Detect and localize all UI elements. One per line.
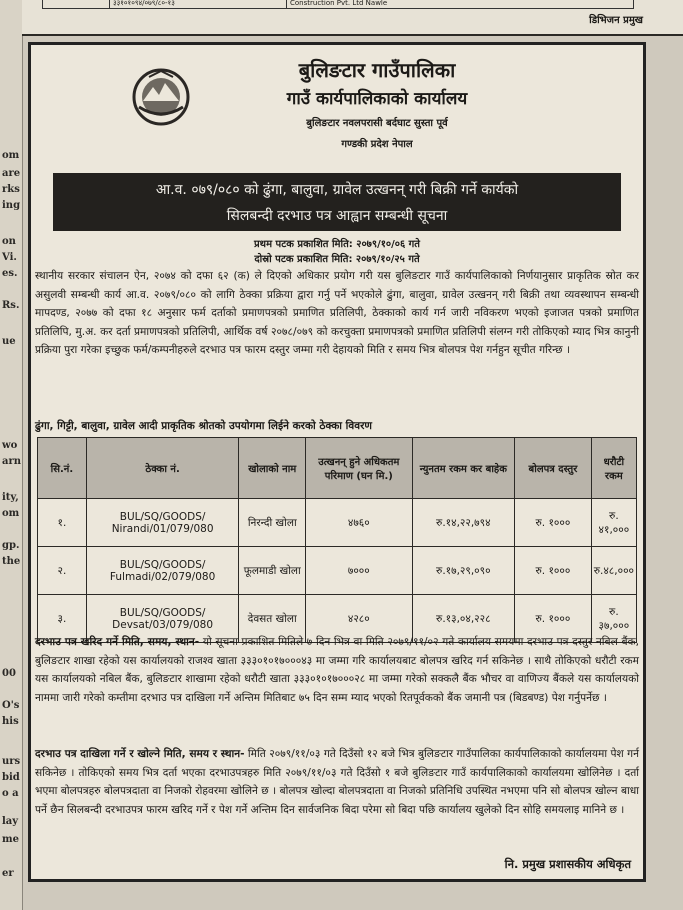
cell-river: फूलमाडी खोला — [239, 547, 306, 595]
col-river: खोलाको नाम — [239, 438, 306, 499]
cell-deposit: रु. ३७,००० — [591, 595, 636, 643]
column-fragment: on — [2, 236, 16, 247]
banner-line-1: आ.व. ०७९/०८० को ढुंगा, बालुवा, ग्रावेल उत्खनन् गरी बिक्री गर्ने कार्यको — [155, 182, 519, 198]
column-fragment: ue — [2, 336, 16, 347]
table-header-row — [38, 438, 637, 499]
prev-cell: Construction Pvt. Ltd Nawle — [290, 0, 388, 7]
purchase-lead: दरभाउ पत्र खरिद गर्ने मिति, समय, स्थान- — [35, 636, 200, 648]
municipality-name: बुलिङटार गाउँपालिका — [298, 58, 456, 82]
cell-fee: रु. १००० — [515, 499, 592, 547]
previous-notice-table — [42, 0, 634, 9]
column-fragment: 00 — [2, 668, 16, 679]
column-fragment: his — [2, 716, 19, 727]
column-fragment: the — [2, 556, 21, 567]
column-fragment: Rs. — [2, 300, 20, 311]
column-fragment: bid — [2, 772, 20, 783]
cell-river: निरन्दी खोला — [239, 499, 306, 547]
table-row — [38, 499, 637, 547]
purchase-body: यो सूचना प्रकाशित मितिले ७ दिन भित्र वा मिति २०७९/११/०२ गते कार्यालय समयमा दरभाउ पत्र दस्तुर नबिल बैंक, बुलिङटार शाखा रहेको यस कार्यालयको राजश्व खाता ३३३०१०१७०००४३ मा जम्मा गरि कार्यालयबाट बोलपत्र खरिद गर्न सकिनेछ । साथै तोकिएको धरौटी रकम यस कार्यालयको नबिल बैंक, बुलिङटार शाखामा रहेको धरौटी खाता ३३३०१०१७०००२८ मा जम्मा गरेको सक्कलै बैंक भौचर वा वाणिज्य बैंकले यस कार्यालयको नाममा जारी गरेको कम्तीमा दरभाउ पत्र दाखिला गर्ने अन्तिम मितिबाट ७५ दिन सम्म म्याद भएको रितपूर्वकको बैंक जमानी पत्र (बिडबण्ड) पेश गर्नुपर्नेछ । — [35, 636, 639, 704]
cell-fee: रु. १००० — [515, 595, 592, 643]
col-contract-no: ठेक्का नं. — [86, 438, 239, 499]
cell-serial: १. — [38, 499, 87, 547]
column-fragment: ing — [2, 200, 21, 211]
contract-table — [37, 437, 637, 643]
column-fragment: ity, — [2, 492, 19, 503]
purchase-paragraph — [35, 633, 639, 707]
second-publication-date: दोस्रो पटक प्रकाशित मिति: २०७९/१०/२५ गते — [254, 254, 420, 265]
column-fragment: es. — [2, 268, 18, 279]
prev-signature: डिभिजन प्रमुख — [589, 15, 643, 26]
cell-min-amount: रु.१३,०४,२२८ — [412, 595, 515, 643]
column-fragment: me — [2, 834, 19, 845]
notice-header — [31, 57, 643, 153]
column-fragment: wo — [2, 440, 18, 451]
cell-contract-no: BUL/SQ/GOODS/ Fulmadi/02/079/080 — [86, 547, 239, 595]
cell-fee: रु. १००० — [515, 547, 592, 595]
cell-serial: २. — [38, 547, 87, 595]
cell-deposit: रु.४८,००० — [591, 547, 636, 595]
cell-min-amount: रु.१७,२९,०९० — [412, 547, 515, 595]
column-fragment: Vi. — [2, 252, 17, 263]
col-fee: बोलपत्र दस्तुर — [515, 438, 592, 499]
column-fragment: rks — [2, 184, 20, 195]
column-fragment: arn — [2, 456, 22, 467]
prev-cell: ३३१०१०९४/०७९/८०-१३ — [110, 0, 287, 8]
cell-serial: ३. — [38, 595, 87, 643]
submission-lead: दरभाउ पत्र दाखिला गर्ने र खोल्ने मिति, समय र स्थान- — [35, 748, 245, 760]
table-row — [38, 547, 637, 595]
col-serial: सि.नं. — [38, 438, 87, 499]
col-quantity: उत्खनन् हुने अधिकतम परिमाण (घन मि.) — [306, 438, 412, 499]
column-fragment: om — [2, 508, 20, 519]
cell-contract-no: BUL/SQ/GOODS/ Nirandi/01/079/080 — [86, 499, 239, 547]
column-fragment: lay — [2, 816, 19, 827]
previous-notice-strip — [22, 0, 683, 36]
adjacent-column-fragments — [0, 0, 23, 910]
column-fragment: o a — [2, 788, 19, 799]
first-publication-date: प्रथम पटक प्रकाशित मिति: २०७९/१०/०६ गते — [253, 239, 420, 250]
intro-paragraph: स्थानीय सरकार संचालन ऐन, २०७४ को दफा ६२ (क) ले दिएको अधिकार प्रयोग गरी यस बुलिङटार गाउँ कार्यपालिकाको निर्णयानुसार प्राकृतिक स्रोत कर असुलवी सम्बन्धी कार्य आ.व. २०७९/०८० को लागि ठेक्का प्रक्रिया द्वारा गर्नु पर्ने भएकोले ढुंगा, बालुवा, ग्रावेल उत्खनन् गरी बिक्री तथा व्यवस्थापन सम्बन्धी मापदण्ड, २०७७ को दफा १८ अनुसार फर्म दर्ताको प्रमाणपत्रको प्रमाणित प्रतिलिपी, ठेक्काको कार्य गर्न जारी नविकरण भएको इजाजत पत्रको प्रमाणित प्रतिलिपि, मु.अ. कर दर्ता प्रमाणपत्रको प्रतिलिपी, आर्थिक वर्ष २०७८/०७९ को करचुक्ता प्रमाणपत्रको प्रमाणित प्रतिलिपी संलग्न गरी तोकिएको म्याद भित्र कानुनी प्रक्रिया पुरा गरेका इच्छुक फर्म/कम्पनीहरुले दरभाउ पत्र फारम दस्तुर जम्मा गरी देहायको मिति र समय भित्र बोलपत्र पेश गर्नहुन सूचीत गरिन्छ । — [35, 270, 639, 357]
submission-paragraph — [35, 745, 639, 819]
cell-quantity: ७००० — [306, 547, 412, 595]
cell-min-amount: रु.१४,२२,७९४ — [412, 499, 515, 547]
cell-quantity: ४२८० — [306, 595, 412, 643]
table-title: ढुंगा, गिट्टी, बालुवा, ग्रावेल आदी प्राकृतिक श्रोतको उपयोगमा लिईने करको ठेक्का विवरण — [35, 420, 372, 432]
banner-line-2: सिलबन्दी दरभाउ पत्र आह्वान सम्बन्धी सूचना — [226, 208, 448, 224]
column-fragment: er — [2, 868, 14, 879]
signature: नि. प्रमुख प्रशासकीय अधिकृत — [504, 857, 631, 871]
col-deposit: धरौटी रकम — [591, 438, 636, 499]
cell-river: देवसत खोला — [239, 595, 306, 643]
cell-contract-no: BUL/SQ/GOODS/ Devsat/03/079/080 — [86, 595, 239, 643]
office-name: गाउँ कार्यपालिकाको कार्यालय — [286, 89, 468, 109]
province-name: गण्डकी प्रदेश नेपाल — [341, 139, 413, 150]
notice-title-banner — [53, 173, 621, 231]
submission-body: मिति २०७९/११/०३ गते दिउँसो १२ बजे भित्र बुलिङटार गाउँपालिका कार्यपालिकाको कार्यालयमा पेश गर्न सकिनेछ । तोकिएको समय भित्र दर्ता भएका दरभाउपत्रहरु मिति २०७९/११/०३ गते दिउँसो १ बजे बुलिङटार गाउँ कार्यपालिकाको कार्यालयमा खोलिनेछ । दर्ता भएमा बोलपत्रहरु बोलपत्रदाता वा निजको रोहवरमा खोलिने छ । बोलपत्र खोल्दा बोलपत्रदाता वा निजको प्रतिनिधि उपस्थित नभएमा पनि सो बोलपत्र खोल्न बाधा पर्ने छैन सिलबन्दी दरभाउपत्र फारम खरिद गर्ने र पेश गर्ने अन्तिम दिन सार्वजनिक बिदा परेमा सो बिदा पछि कार्यालय खुलेको दिन सोहि समयलाइ मानिने छ । — [35, 748, 639, 816]
office-address: बुलिङटार नवलपरासी बर्दघाट सुस्ता पूर्व — [306, 118, 448, 129]
col-min-amount: न्युनतम रकम कर बाहेक — [412, 438, 515, 499]
publication-dates — [31, 237, 643, 267]
column-fragment: urs — [2, 756, 21, 767]
column-fragment: are — [2, 168, 21, 179]
tender-notice — [28, 42, 646, 882]
column-fragment: gp. — [2, 540, 20, 551]
cell-deposit: रु. ४१,००० — [591, 499, 636, 547]
column-fragment: O's — [2, 700, 20, 711]
column-fragment: om — [2, 150, 20, 161]
prev-cell — [43, 0, 110, 8]
cell-quantity: ४७६० — [306, 499, 412, 547]
